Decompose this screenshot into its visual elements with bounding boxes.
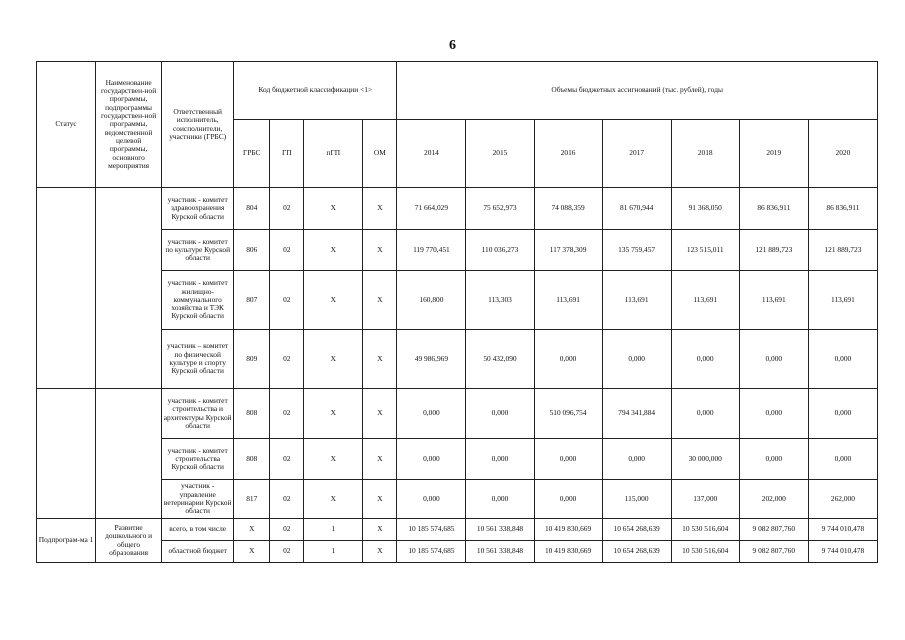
- pgp-cell: Х: [304, 188, 363, 230]
- grbs-cell: 808: [234, 439, 270, 480]
- amount-cell: 0,000: [397, 389, 466, 439]
- pgp-cell: 1: [304, 519, 363, 541]
- volumes-header: Объемы бюджетных ассигнований (тыс. рублей), годы: [397, 62, 878, 120]
- amount-cell: 202,000: [739, 480, 808, 519]
- grbs-cell: Х: [234, 519, 270, 541]
- gp-cell: 02: [270, 188, 304, 230]
- amount-cell: 113,691: [534, 271, 602, 330]
- participant-cell: участник - управление ветеринарии Курской области: [162, 480, 234, 519]
- gp-cell: 02: [270, 439, 304, 480]
- amount-cell: 115,000: [602, 480, 671, 519]
- status-cell: [37, 188, 96, 389]
- amount-cell: 10 654 268,639: [602, 541, 671, 563]
- amount-cell: 113,691: [739, 271, 808, 330]
- grbs-cell: 809: [234, 330, 270, 389]
- participant-cell: участник - комитет по культуре Курской области: [162, 230, 234, 271]
- amount-cell: 9 082 807,760: [739, 541, 808, 563]
- participant-row: [37, 271, 878, 330]
- amount-cell: 0,000: [671, 389, 739, 439]
- amount-cell: 9 744 010,478: [808, 519, 877, 541]
- amount-cell: 0,000: [739, 330, 808, 389]
- amount-cell: 0,000: [602, 439, 671, 480]
- year-header: 2016: [534, 120, 602, 188]
- year-header: 2018: [671, 120, 739, 188]
- amount-cell: 119 770,451: [397, 230, 466, 271]
- status-header: Статус: [37, 62, 96, 188]
- participant-row: [37, 389, 878, 439]
- om-cell: Х: [363, 519, 397, 541]
- participant-cell: участник – комитет по физической культуре и спорту Курской области: [162, 330, 234, 389]
- pgp-cell: Х: [304, 389, 363, 439]
- amount-cell: 10 561 338,848: [466, 519, 534, 541]
- amount-cell: 50 432,090: [466, 330, 534, 389]
- participant-cell: всего, в том числе: [162, 519, 234, 541]
- grbs-cell: Х: [234, 541, 270, 563]
- subprogram-row: [37, 541, 878, 563]
- amount-cell: 30 000,000: [671, 439, 739, 480]
- amount-cell: 9 744 010,478: [808, 541, 877, 563]
- gp-cell: 02: [270, 330, 304, 389]
- amount-cell: 794 341,884: [602, 389, 671, 439]
- pgp-cell: Х: [304, 230, 363, 271]
- amount-cell: 86 836,911: [808, 188, 877, 230]
- code-header-pgp: пГП: [304, 120, 363, 188]
- amount-cell: 0,000: [466, 480, 534, 519]
- om-cell: Х: [363, 541, 397, 563]
- amount-cell: 0,000: [466, 439, 534, 480]
- amount-cell: 0,000: [397, 480, 466, 519]
- amount-cell: 10 530 516,604: [671, 519, 739, 541]
- participant-row: [37, 480, 878, 519]
- gp-cell: 02: [270, 389, 304, 439]
- participant-row: [37, 330, 878, 389]
- om-cell: Х: [363, 330, 397, 389]
- gp-cell: 02: [270, 541, 304, 563]
- amount-cell: 49 986,969: [397, 330, 466, 389]
- grbs-cell: 817: [234, 480, 270, 519]
- amount-cell: 510 096,754: [534, 389, 602, 439]
- participant-row: [37, 188, 878, 230]
- om-cell: Х: [363, 230, 397, 271]
- participant-cell: областной бюджет: [162, 541, 234, 563]
- amount-cell: 160,800: [397, 271, 466, 330]
- amount-cell: 113,691: [602, 271, 671, 330]
- om-cell: Х: [363, 389, 397, 439]
- amount-cell: 10 185 574,685: [397, 519, 466, 541]
- amount-cell: 10 419 830,669: [534, 541, 602, 563]
- amount-cell: 262,000: [808, 480, 877, 519]
- subprogram-name: Развитие дошкольного и общего образования: [96, 519, 162, 563]
- code-header-gp: ГП: [270, 120, 304, 188]
- grbs-cell: 806: [234, 230, 270, 271]
- amount-cell: 75 652,973: [466, 188, 534, 230]
- participant-cell: участник - комитет жилищно-коммунального хозяйства и ТЭК Курской области: [162, 271, 234, 330]
- year-header: 2017: [602, 120, 671, 188]
- gp-cell: 02: [270, 230, 304, 271]
- amount-cell: 121 889,723: [808, 230, 877, 271]
- amount-cell: 10 185 574,685: [397, 541, 466, 563]
- gp-cell: 02: [270, 519, 304, 541]
- grbs-cell: 804: [234, 188, 270, 230]
- amount-cell: 91 368,050: [671, 188, 739, 230]
- amount-cell: 0,000: [739, 439, 808, 480]
- amount-cell: 74 088,359: [534, 188, 602, 230]
- amount-cell: 0,000: [534, 439, 602, 480]
- amount-cell: 0,000: [808, 439, 877, 480]
- amount-cell: 0,000: [808, 330, 877, 389]
- participant-cell: участник - комитет строительства Курской области: [162, 439, 234, 480]
- amount-cell: 10 419 830,669: [534, 519, 602, 541]
- amount-cell: 113,303: [466, 271, 534, 330]
- budget-table: [36, 61, 878, 563]
- amount-cell: 110 036,273: [466, 230, 534, 271]
- amount-cell: 86 836,911: [739, 188, 808, 230]
- pgp-cell: Х: [304, 271, 363, 330]
- subprogram-status: Подпрограм-ма 1: [37, 519, 96, 563]
- amount-cell: 121 889,723: [739, 230, 808, 271]
- grbs-cell: 807: [234, 271, 270, 330]
- amount-cell: 113,691: [808, 271, 877, 330]
- year-header: 2019: [739, 120, 808, 188]
- amount-cell: 9 082 807,760: [739, 519, 808, 541]
- amount-cell: 137,000: [671, 480, 739, 519]
- subprogram-row: [37, 519, 878, 541]
- status-cell: [37, 389, 96, 519]
- amount-cell: 0,000: [397, 439, 466, 480]
- gp-cell: 02: [270, 480, 304, 519]
- amount-cell: 0,000: [808, 389, 877, 439]
- code-header-grbs: ГРБС: [234, 120, 270, 188]
- year-header: 2020: [808, 120, 877, 188]
- om-cell: Х: [363, 271, 397, 330]
- amount-cell: 10 561 338,848: [466, 541, 534, 563]
- pgp-cell: Х: [304, 480, 363, 519]
- amount-cell: 10 654 268,639: [602, 519, 671, 541]
- amount-cell: 71 664,029: [397, 188, 466, 230]
- classification-header: Код бюджетной классификации <1>: [234, 62, 397, 120]
- amount-cell: 10 530 516,604: [671, 541, 739, 563]
- amount-cell: 0,000: [671, 330, 739, 389]
- gp-cell: 02: [270, 271, 304, 330]
- amount-cell: 113,691: [671, 271, 739, 330]
- amount-cell: 0,000: [466, 389, 534, 439]
- program-cell: [96, 389, 162, 519]
- program-name-header: Наименование государствен-ной программы, подпрограммы государствен-ной программы, ведомственной целевой программы, основного мероприятия: [96, 62, 162, 188]
- om-cell: Х: [363, 188, 397, 230]
- participant-row: [37, 230, 878, 271]
- program-cell: [96, 188, 162, 389]
- amount-cell: 117 378,309: [534, 230, 602, 271]
- amount-cell: 0,000: [534, 480, 602, 519]
- year-header: 2015: [466, 120, 534, 188]
- amount-cell: 0,000: [602, 330, 671, 389]
- grbs-cell: 808: [234, 389, 270, 439]
- participant-cell: участник - комитет строительства и архитектуры Курской области: [162, 389, 234, 439]
- amount-cell: 123 515,011: [671, 230, 739, 271]
- page-number: 6: [449, 38, 456, 53]
- amount-cell: 0,000: [534, 330, 602, 389]
- header-row-1: [37, 62, 878, 120]
- year-header: 2014: [397, 120, 466, 188]
- pgp-cell: Х: [304, 330, 363, 389]
- amount-cell: 135 759,457: [602, 230, 671, 271]
- executor-header: Ответственный исполнитель, соисполнители, участники (ГРБС): [162, 62, 234, 188]
- om-cell: Х: [363, 439, 397, 480]
- pgp-cell: 1: [304, 541, 363, 563]
- om-cell: Х: [363, 480, 397, 519]
- code-header-om: ОМ: [363, 120, 397, 188]
- participant-cell: участник - комитет здравоохранения Курской области: [162, 188, 234, 230]
- pgp-cell: Х: [304, 439, 363, 480]
- amount-cell: 0,000: [739, 389, 808, 439]
- amount-cell: 81 670,944: [602, 188, 671, 230]
- participant-row: [37, 439, 878, 480]
